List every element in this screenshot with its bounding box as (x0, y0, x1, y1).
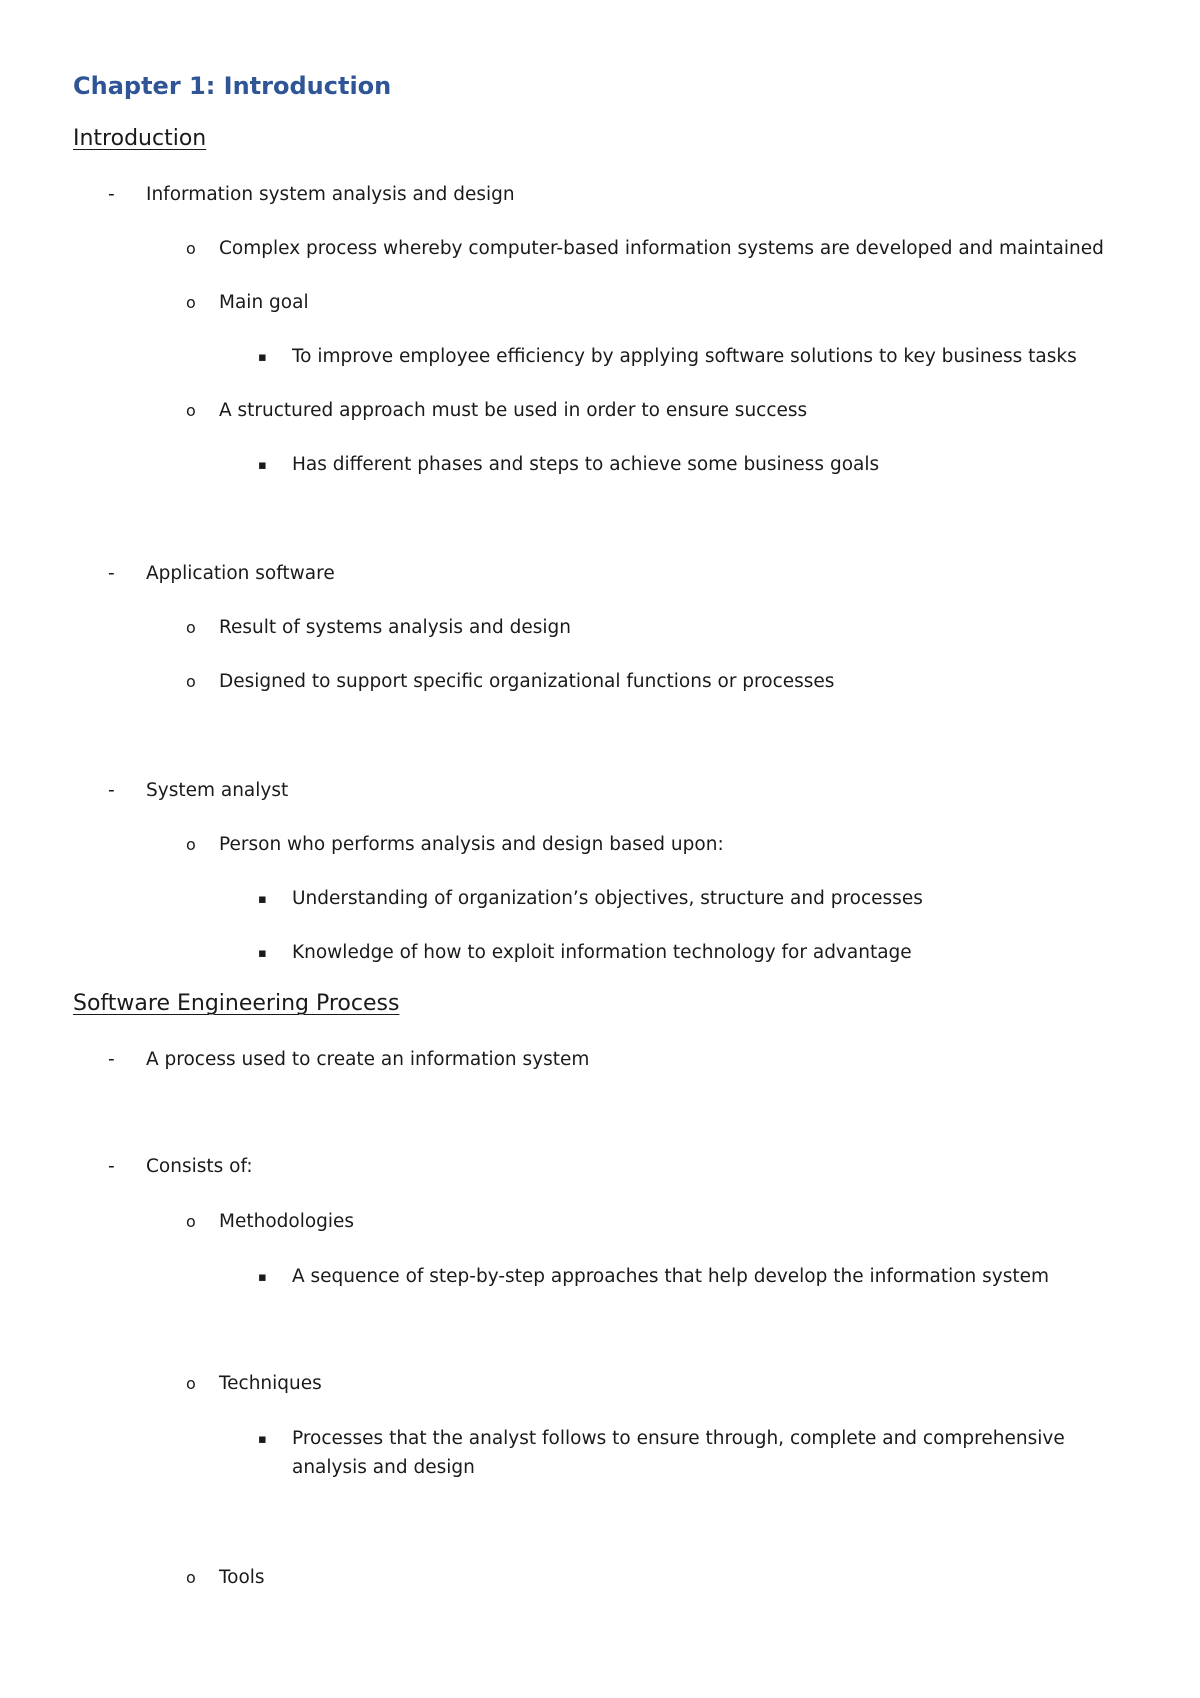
section-heading-software-engineering-process: Software Engineering Process (73, 991, 400, 1016)
list-item-text: Has different phases and steps to achieve some business goals (292, 454, 880, 475)
list-item (258, 1424, 1142, 1482)
list-item (258, 884, 923, 913)
dash-bullet-icon: - (108, 1049, 115, 1070)
list-item-text: Knowledge of how to exploit information technology for advantage (292, 942, 912, 963)
square-bullet-icon: ▪ (258, 946, 267, 961)
circle-bullet-icon: o (186, 1568, 196, 1587)
list-item (186, 396, 808, 425)
list-item-text: Main goal (219, 292, 309, 313)
list-item-text: Person who performs analysis and design based upon: (219, 834, 724, 855)
list-item (258, 450, 880, 479)
list-item-text: A sequence of step-by-step approaches that help develop the information system (292, 1266, 1050, 1287)
list-item (186, 234, 1104, 263)
list-item (258, 342, 1077, 371)
chapter-title: Chapter 1: Introduction (73, 72, 392, 100)
list-item (186, 667, 835, 696)
list-item-text: Complex process whereby computer-based information systems are developed and maintained (219, 238, 1104, 259)
list-item (108, 776, 289, 805)
list-item (186, 613, 571, 642)
list-item-text: Designed to support specific organizational functions or processes (219, 671, 835, 692)
square-bullet-icon: ▪ (258, 892, 267, 907)
list-item (186, 1369, 322, 1398)
square-bullet-icon: ▪ (258, 1270, 267, 1285)
dash-bullet-icon: - (108, 780, 115, 801)
list-item-text: Processes that the analyst follows to ensure through, complete and comprehensive analysis and design (292, 1428, 1065, 1478)
list-item (108, 180, 515, 209)
list-item-text: Understanding of organization’s objectives, structure and processes (292, 888, 923, 909)
list-item (258, 1262, 1050, 1291)
list-item-text: Techniques (219, 1373, 322, 1394)
dash-bullet-icon: - (108, 184, 115, 205)
circle-bullet-icon: o (186, 835, 196, 854)
list-item (108, 1045, 590, 1074)
circle-bullet-icon: o (186, 239, 196, 258)
list-item-text: Methodologies (219, 1211, 355, 1232)
dash-bullet-icon: - (108, 1156, 115, 1177)
list-item-text: Tools (219, 1567, 265, 1588)
circle-bullet-icon: o (186, 401, 196, 420)
circle-bullet-icon: o (186, 1212, 196, 1231)
list-item-text: A structured approach must be used in order to ensure success (219, 400, 808, 421)
square-bullet-icon: ▪ (258, 1432, 267, 1447)
list-item (186, 830, 724, 859)
circle-bullet-icon: o (186, 1374, 196, 1393)
list-item (108, 1152, 253, 1181)
square-bullet-icon: ▪ (258, 458, 267, 473)
list-item (186, 288, 309, 317)
circle-bullet-icon: o (186, 293, 196, 312)
circle-bullet-icon: o (186, 618, 196, 637)
list-item-text: System analyst (146, 780, 289, 801)
list-item-text: Consists of: (146, 1156, 253, 1177)
list-item-text: A process used to create an information system (146, 1049, 590, 1070)
square-bullet-icon: ▪ (258, 350, 267, 365)
list-item-text: Result of systems analysis and design (219, 617, 571, 638)
list-item (258, 938, 912, 967)
list-item-text: Information system analysis and design (146, 184, 515, 205)
section-heading-introduction: Introduction (73, 126, 207, 151)
list-item-text: To improve employee efficiency by applying software solutions to key business tasks (292, 346, 1077, 367)
list-item (186, 1563, 265, 1592)
circle-bullet-icon: o (186, 672, 196, 691)
list-item (108, 559, 335, 588)
list-item (186, 1207, 355, 1236)
dash-bullet-icon: - (108, 563, 115, 584)
list-item-text: Application software (146, 563, 335, 584)
